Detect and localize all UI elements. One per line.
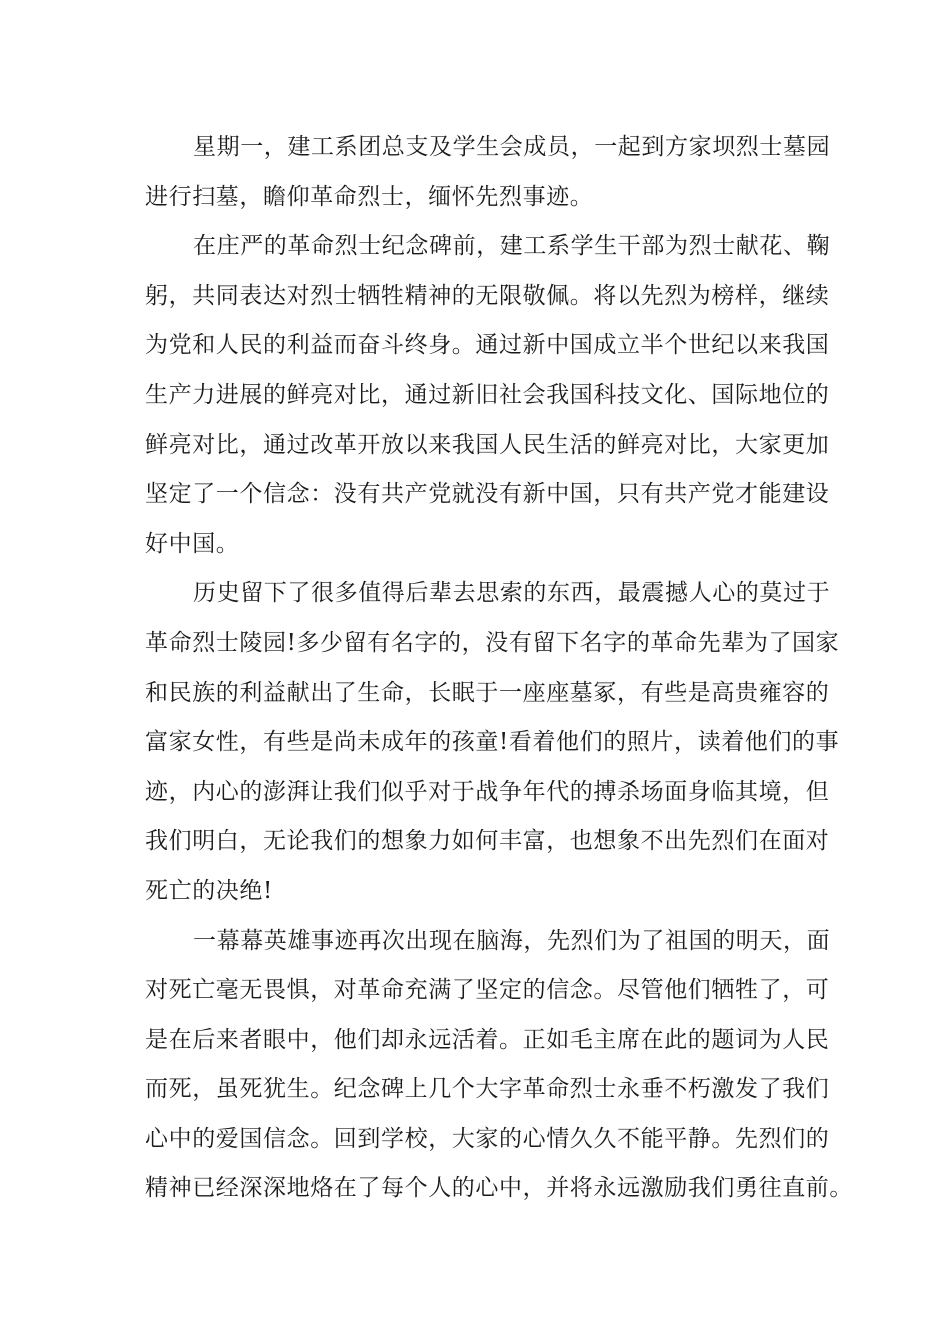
text-line: 历史留下了很多值得后辈去思索的东西，最震撼人心的莫过于 [193,580,831,607]
text-line: 对死亡毫无畏惧，对革命充满了坚定的信念。尽管他们牺牲了，可 [145,977,830,1004]
text-line: 坚定了一个信念：没有共产党就没有新中国，只有共产党才能建设 [145,481,830,508]
paragraph-1 [145,123,831,222]
text-line: 鲜亮对比，通过改革开放以来我国人民生活的鲜亮对比，大家更加 [145,431,830,458]
text-line: 一幕幕英雄事迹再次出现在脑海，先烈们为了祖国的明天，面 [193,927,831,954]
text-line: 迹，内心的澎湃让我们似乎对于战争年代的搏杀场面身临其境，但 [145,778,830,805]
text-line: 躬，共同表达对烈士牺牲精神的无限敬佩。将以先烈为榜样，继续 [145,282,830,309]
document-body [145,123,853,1214]
text-line: 星期一，建工系团总支及学生会成员，一起到方家坝烈士墓园 [193,134,831,160]
text-line: 富家女性，有些是尚未成年的孩童!看着他们的照片，读着他们的事 [145,729,840,756]
text-line: 在庄严的革命烈士纪念碑前，建工系学生干部为烈士献花、鞠 [193,233,831,260]
text-line: 死亡的决绝! [145,877,273,904]
paragraph-4 [145,917,853,1215]
paragraph-2 [145,222,831,569]
paragraph-3 [145,569,840,916]
text-line: 为党和人民的利益而奋斗终身。通过新中国成立半个世纪以来我国 [145,332,830,359]
text-line: 而死，虽死犹生。纪念碑上几个大字革命烈士永垂不朽激发了我们 [145,1076,830,1103]
text-line: 进行扫墓，瞻仰革命烈士，缅怀先烈事迹。 [145,183,594,210]
text-line: 和民族的利益献出了生命，长眠于一座座墓冢，有些是高贵雍容的 [145,679,830,706]
text-line: 是在后来者眼中，他们却永远活着。正如毛主席在此的题词为人民 [145,1026,830,1053]
text-line: 好中国。 [145,530,240,557]
text-line: 精神已经深深地烙在了每个人的心中，并将永远激励我们勇往直前。 [145,1175,853,1202]
text-line: 革命烈士陵园!多少留有名字的，没有留下名字的革命先辈为了国家 [145,629,840,656]
text-line: 心中的爱国信念。回到学校，大家的心情久久不能平静。先烈们的 [145,1125,830,1152]
text-line: 我们明白，无论我们的想象力如何丰富，也想象不出先烈们在面对 [145,828,830,855]
text-line: 生产力进展的鲜亮对比，通过新旧社会我国科技文化、国际地位的 [145,381,830,408]
